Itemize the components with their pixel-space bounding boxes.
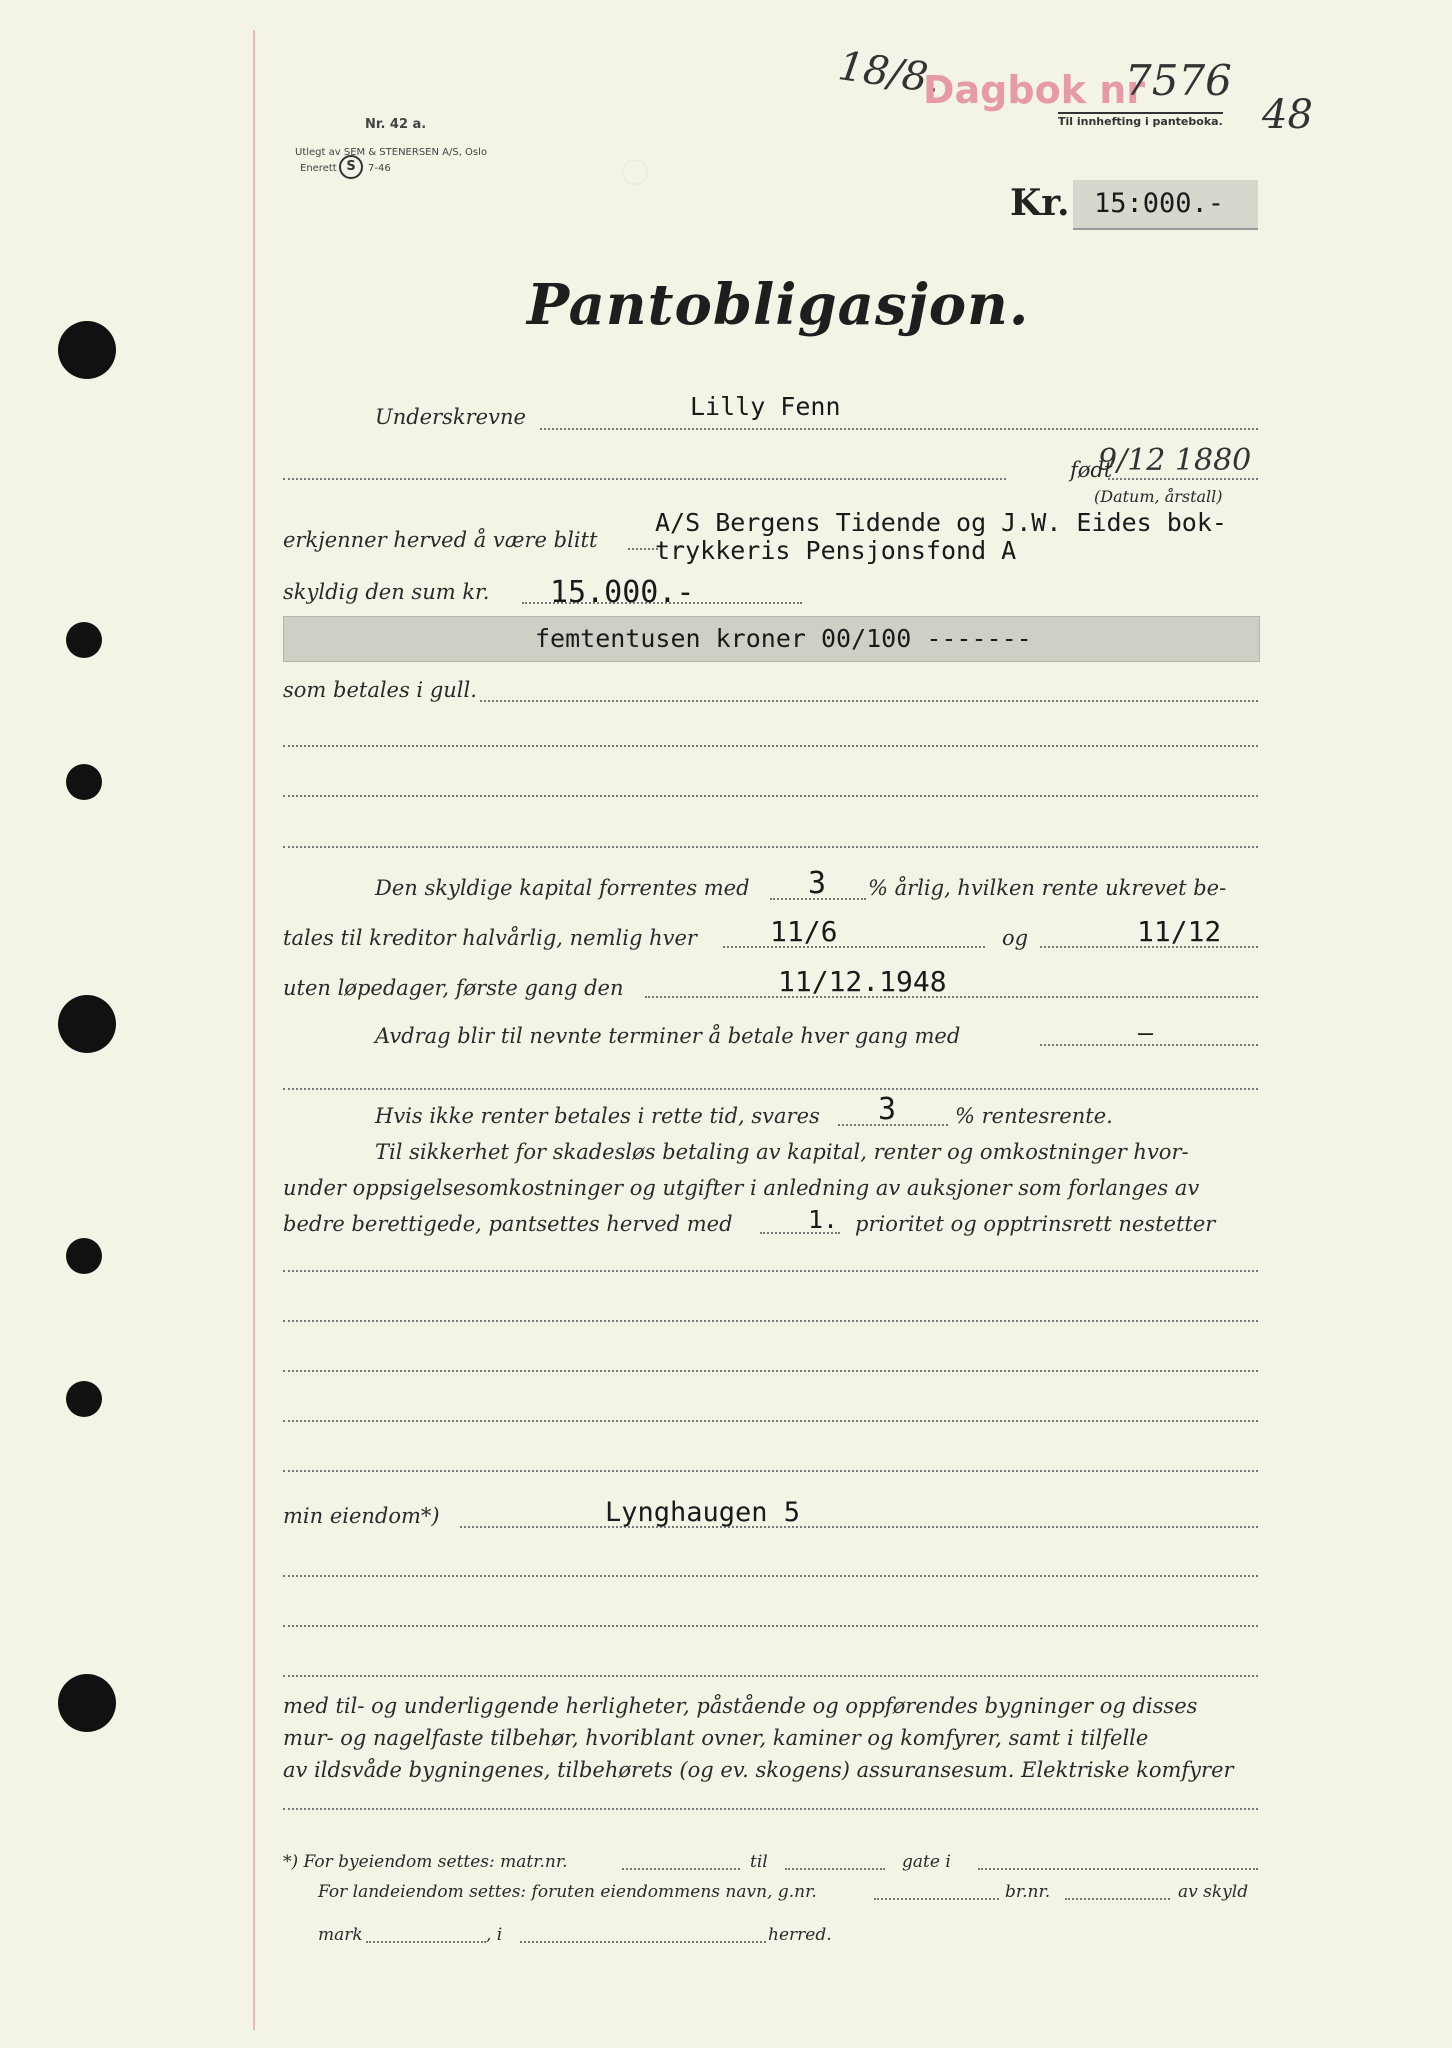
interest-line2-a: tales til kreditor halvårlig, nemlig hver [283,926,697,950]
underline [283,1320,1258,1322]
interest-og: og [1002,926,1029,950]
undersigned-label: Underskrevne [375,405,526,429]
underline [1065,1898,1170,1900]
creditor-label: erkjenner herved å være blitt [283,528,598,552]
footnote-line2-c: av skyld [1178,1882,1249,1902]
form-number: Nr. 42 a. [365,117,427,132]
underline [283,1370,1258,1372]
interest-term2: 11/12 [1137,915,1222,948]
underline [460,1526,1258,1528]
gold-label: som betales i gull. [283,678,477,702]
kr-label: Kr. [1010,182,1070,224]
footnote-line3-a: mark [318,1925,363,1945]
journal-stamp-number: 7576 [1125,56,1232,105]
underline [622,1868,740,1870]
interest-line1-b: % årlig, hvilken rente ukrevet be- [868,876,1227,900]
kr-amount: 15:000.- [1094,188,1225,219]
underline [283,1270,1258,1272]
footnote-line1-b: til [750,1852,768,1872]
binder-hole [66,622,102,658]
interest-line4-a: Avdrag blir til nevnte terminer å betale hver gang med [375,1024,961,1048]
footnote-line3-c: herred. [768,1925,832,1945]
binder-hole [66,764,102,800]
underline [283,795,1258,797]
appurtenances-line3: av ildsvåde bygningenes, tilbehørets (og ev. skogens) assuransesum. Elektriske komfyrer [283,1758,1234,1782]
undersigned-value: Lilly Fenn [690,392,841,421]
underline [283,1470,1258,1472]
interest-line5-a: Hvis ikke renter betales i rette tid, svares [375,1104,820,1128]
underline [283,846,1258,848]
interest-line1-a: Den skyldige kapital forrentes med [375,876,750,900]
underline [283,1808,1258,1810]
underline [283,1575,1258,1577]
document-title: Pantobligasjon. [527,272,1030,338]
handwritten-date: 18/8. [835,43,944,103]
security-line3-a: bedre berettigede, pantsettes herved med [283,1212,733,1236]
sum-value: 15.000.- [550,575,695,610]
creditor-line1: A/S Bergens Tidende og J.W. Eides bok- [655,508,1227,537]
sum-label: skyldig den sum kr. [283,580,490,604]
underline [874,1898,999,1900]
property-value: Lynghaugen 5 [605,1497,801,1528]
binder-hole [58,1674,116,1732]
interest-line3-a: uten løpedager, første gang den [283,976,624,1000]
underline [785,1868,885,1870]
born-value: 9/12 1880 [1098,443,1252,478]
journal-stamp-subtitle: Til innhefting i panteboka. [1058,112,1223,128]
margin-line [253,30,255,2030]
property-label: min eiendom*) [283,1504,440,1528]
underline [723,946,985,948]
first-payment-date: 11/12.1948 [778,965,947,998]
underline [283,1625,1258,1627]
underline [645,996,1258,998]
security-line1: Til sikkerhet for skadesløs betaling av kapital, renter og omkostninger hvor- [375,1140,1189,1164]
born-hint: (Datum, årstall) [1094,487,1223,506]
interest-term1: 11/6 [770,915,838,948]
journal-stamp-label: Dagbok nr [923,68,1145,112]
underline [283,1420,1258,1422]
underline [366,1941,486,1943]
security-line2: under oppsigelsesomkostninger og utgifter i anledning av auksjoner som forlanges av [283,1176,1200,1200]
handwritten-year: 48 [1262,92,1313,138]
footnote-line2-b: br.nr. [1005,1882,1051,1902]
born-label: født [1070,458,1113,482]
footnote-line3-b: , i [486,1925,503,1945]
printer-date: 7-46 [368,163,391,174]
priority-value: 1. [808,1205,839,1234]
appurtenances-line1: med til- og underliggende herligheter, påstående og oppførendes bygninger og disses [283,1694,1198,1718]
security-line3-b: prioritet og opptrinsrett nestetter [855,1212,1216,1236]
binder-hole [66,1381,102,1417]
sum-words: femtentusen kroner 00/100 ------- [535,624,1032,653]
binder-hole [66,1238,102,1274]
underline [283,745,1258,747]
underline [283,1675,1258,1677]
underline [540,428,1258,430]
bleed-through-mark: ○ [617,148,653,192]
interest-line5-b: % rentesrente. [955,1104,1113,1128]
printer-logo: S [339,155,363,179]
creditor-line2: trykkeris Pensjonsfond A [655,536,1017,565]
underline [520,1941,766,1943]
binder-hole [58,321,116,379]
underline [1108,478,1258,480]
underline [978,1868,1258,1870]
appurtenances-line2: mur- og nagelfaste tilbehør, hvoriblant ovner, kaminer og komfyrer, samt i tilfelle [283,1726,1149,1750]
underline [283,478,1006,480]
underline [480,700,1258,702]
installment-value: — [1138,1018,1154,1047]
penalty-rate: 3 [878,1092,897,1127]
underline [283,1088,1258,1090]
underline [628,548,658,550]
footnote-line1-a: *) For byeiendom settes: matr.nr. [283,1852,568,1872]
printer-line: Utlegt av SEM & STENERSEN A/S, Oslo [295,147,488,158]
binder-hole [58,995,116,1053]
interest-rate: 3 [808,866,827,901]
footnote-line1-c: gate i [902,1852,951,1872]
printer-enerett: Enerett [300,163,337,174]
footnote-line2-a: For landeiendom settes: foruten eiendommens navn, g.nr. [318,1882,817,1902]
